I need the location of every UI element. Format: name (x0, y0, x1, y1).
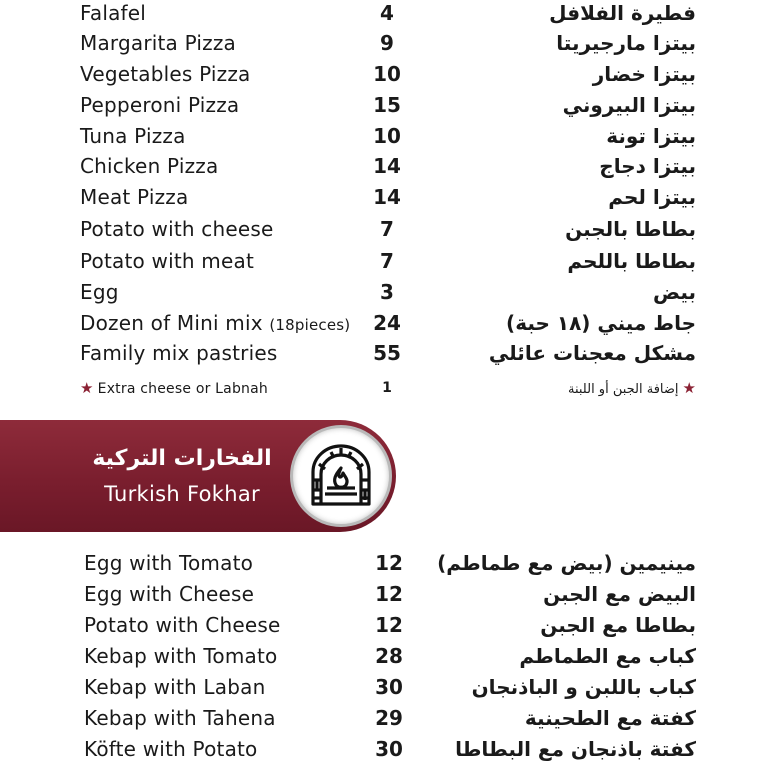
item-price: 10 (373, 62, 401, 86)
item-name-ar: كفتة مع الطحينية (524, 706, 696, 730)
item-note: (18pieces) (269, 316, 351, 334)
star-icon: ★ (80, 379, 94, 397)
item-name-en: Pepperoni Pizza (80, 93, 240, 117)
item-name-en: Potato with Cheese (84, 613, 281, 637)
item-price: 12 (375, 582, 403, 606)
item-price: 30 (375, 737, 403, 761)
extra-label-ar: إضافة الجبن أو اللبنة (567, 382, 679, 397)
list-item (0, 246, 768, 276)
item-name-en: Vegetables Pizza (80, 62, 251, 86)
item-name-ar: بيتزا لحم (608, 185, 696, 209)
item-name-en: Margarita Pizza (80, 31, 236, 55)
item-price: 7 (380, 249, 394, 273)
extra-label-en: Extra cheese or Labnah (97, 381, 268, 397)
item-name-en: Potato with meat (80, 249, 254, 273)
item-name-ar: بيتزا خضار (592, 62, 696, 86)
extra-price: 1 (382, 380, 392, 396)
item-price: 12 (375, 551, 403, 575)
item-price: 24 (373, 311, 401, 335)
item-name-en: Potato with cheese (80, 217, 274, 241)
item-price: 9 (380, 31, 394, 55)
item-name-ar: مينيمين (بيض مع طماطم) (437, 551, 696, 575)
list-item (0, 121, 768, 151)
item-name-en: Meat Pizza (80, 185, 189, 209)
item-name-ar: بطاطا باللحم (567, 249, 696, 273)
item-name-ar: بيض (653, 280, 696, 304)
item-name-en: Kebap with Laban (84, 675, 266, 699)
item-name-ar: بطاطا بالجبن (565, 217, 696, 241)
item-name-en: Kebap with Tomato (84, 644, 278, 668)
item-name-en: Egg with Tomato (84, 551, 254, 575)
item-name-en: Dozen of Mini mix (18pieces) (80, 311, 351, 335)
item-name-en: Tuna Pizza (80, 124, 186, 148)
item-name-ar: كباب باللبن و الباذنجان (471, 675, 696, 699)
list-item (0, 182, 768, 212)
item-price: 30 (375, 675, 403, 699)
list-item (0, 59, 768, 89)
item-name-ar: بيتزا تونة (606, 124, 696, 148)
item-name-en: Egg (80, 280, 119, 304)
section-title-ar: الفخارات التركية (92, 446, 272, 471)
item-price: 28 (375, 644, 403, 668)
item-name-ar: جاط ميني (١٨ حبة) (506, 311, 696, 335)
item-name-ar: بيتزا دجاج (599, 154, 696, 178)
item-price: 29 (375, 706, 403, 730)
item-name-en: Chicken Pizza (80, 154, 219, 178)
item-name-en: Egg with Cheese (84, 582, 255, 606)
item-name-en: Köfte with Potato (84, 737, 258, 761)
section-badge (293, 428, 389, 524)
list-item (0, 277, 768, 307)
item-price: 7 (380, 217, 394, 241)
list-item (0, 610, 768, 640)
list-item (0, 579, 768, 609)
item-price: 10 (373, 124, 401, 148)
item-name-en: Kebap with Tahena (84, 706, 276, 730)
extra-option (0, 373, 768, 403)
oven-fire-icon (305, 442, 377, 510)
item-name-en: Family mix pastries (80, 341, 278, 365)
item-name-ar: فطيرة الفلافل (549, 1, 696, 25)
list-item (0, 641, 768, 671)
list-item (0, 151, 768, 181)
item-price: 3 (380, 280, 394, 304)
item-name-ar: بطاطا مع الجبن (540, 613, 696, 637)
list-item (0, 338, 768, 368)
list-item (0, 214, 768, 244)
list-item (0, 0, 768, 28)
list-item (0, 672, 768, 702)
item-price: 14 (373, 185, 401, 209)
item-name-ar: بيتزا مارجيريتا (556, 31, 696, 55)
item-name-ar: مشكل معجنات عائلي (488, 341, 696, 365)
item-name-ar: كفتة باذنجان مع البطاطا (455, 737, 696, 761)
item-name-en: Falafel (80, 1, 147, 25)
item-price: 4 (380, 1, 394, 25)
list-item (0, 703, 768, 733)
item-price: 12 (375, 613, 403, 637)
item-name-ar: البيض مع الجبن (543, 582, 696, 606)
list-item (0, 548, 768, 578)
list-item (0, 734, 768, 764)
list-item (0, 28, 768, 58)
star-icon: ★ (682, 379, 696, 397)
item-price: 55 (373, 341, 401, 365)
list-item (0, 90, 768, 120)
item-name-ar: كباب مع الطماطم (519, 644, 696, 668)
item-name-ar: بيتزا البيروني (562, 93, 696, 117)
item-price: 15 (373, 93, 401, 117)
section-title-en: Turkish Fokhar (104, 482, 260, 506)
list-item (0, 308, 768, 338)
item-price: 14 (373, 154, 401, 178)
